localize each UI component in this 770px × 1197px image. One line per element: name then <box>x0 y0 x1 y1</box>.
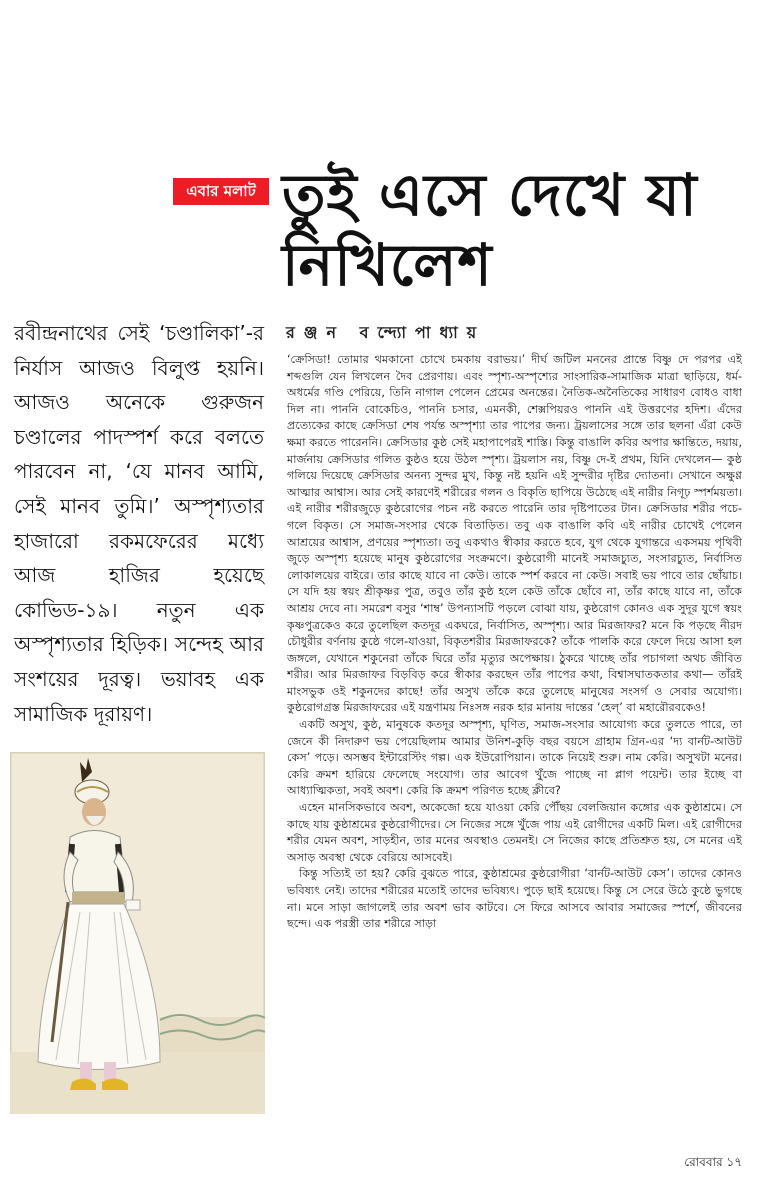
page-footer: রোববার ১৭ <box>684 1155 742 1169</box>
article-body <box>287 352 742 1112</box>
article-paragraph-1: ‘ক্রেসিডা! তোমার থমকানো চোখে চমকায় বরাভয়।’ দীর্ঘ জটিল মননের প্রান্তে বিষ্ণু দে পরপর এই শব্দগুলি যেন লিখলেন দৈব প্রেরণায়। এবং স্পৃশ্য-অস্পৃশ্যের সাংসারিক-সামাজিক মাত্রা ছাড়িয়ে, ধর্ম-অধর্মের গণ্ডি পেরিয়ে, তিনি নাগাল পেলেন প্রেমের অনন্তের। নৈতিক-অনৈতিকের সাধারণ বোধও বাধা দিল না। পাননি বোকেচিও, পাননি চসার, এমনকী, শেক্সপিয়রও পাননি এই উত্তরণের হদিশ। এঁদের প্রত্যেকের কাছে ক্রেসিডা শেষ পর্যন্ত অস্পৃশ্যা তার পাপের জন্য। ট্রয়লাসের সঙ্গে তার ছলনা এঁরা কেউ ক্ষমা করতে পারেননি। ক্রেসিডার কুষ্ঠ সেই মহাপাপেরই শাস্তি। কিন্তু বাঙালি কবির অপার ক্ষান্তিতে, দয়ায়, মার্জনায় ক্রেসিডার গলিত কুষ্ঠও হয়ে উঠল স্পৃশ্য। ট্রয়লাস নয়, বিষ্ণু দে-ই প্রথম, যিনি দেখলেন— কুষ্ঠ গলিয়ে দিয়েছে ক্রেসিডার অনন্য সুন্দর মুখ, কিন্তু নষ্ট হয়নি এই সুন্দরীর দৃষ্টির দ্যোতনা। সেখানে অক্ষুণ্ণ আত্মার আশ্বাস। আর সেই কারণেই শরীরের গলন ও বিকৃতি ছাপিয়ে উঠেছে এই নারীর নিগূঢ় স্পর্শময়তা। এই নারীর শরীরজুড়ে কুষ্ঠরোগের পচন নষ্ট করতে পারেনি তার দৃষ্টিপাতের টান। ক্রেসিডার শরীর পচে-গলে বিকৃত। সে সমাজ-সংসার থেকে বিতাড়িত। তবু এক বাঙালি কবি এই নারীর চোখেই পেলেন আশ্রয়ের আশ্বাস, প্রণয়ের স্পৃশ্যতা। তবু একথাও স্বীকার করতে হবে, যুগ থেকে যুগান্তরে একসময় পৃথিবী জুড়ে অস্পৃশ্য হয়েছে মানুষ কুষ্ঠরোগের সংক্রমণে। কুষ্ঠরোগী মানেই সমাজচ্যুত, সংসারচ্যুত, নির্বাসিত লোকালয়ের বাইরে। তার কাছে যাবে না কেউ। তাকে স্পর্শ করবে না কেউ। সবাই ভয় পাবে তার ছোঁয়াচ। সে যদি হয় স্বয়ং শ্রীকৃষ্ণর পুত্র, তবুও তাঁর কুষ্ঠ হলে কেউ তাঁকে ছোঁবে না, তাঁর কাছে যাবে না, তাঁকে আশ্রয় দেবে না। সমরেশ বসুর ‘শাম্ব’ উপন্যাসটি পড়লে বোঝা যায়, কুষ্ঠরোগ কোনও এক সুদূর যুগে স্বয়ং কৃষ্ণপুত্রকেও করে তুলেছিল কতদূর একঘরে, নির্বাসিত, অস্পৃশ্য। আর মিরজাফর? মনে কি পড়ছে নীরদ চৌধুরীর বর্ণনায় কুষ্ঠে গলে-যাওয়া, বিকৃতশরীর মিরজাফরকে? তাঁকে পালকি করে ফেলে দিয়ে আসা হল জঙ্গলে, যেখানে শকুনেরা তাঁকে ঘিরে তাঁর মৃত্যুর অপেক্ষায়। ঠুকরে খাচ্ছে তাঁর পচাগলা অথচ জীবিত শরীর। আর মিরজাফর বিড়বিড় করে স্বীকার করছেন তাঁর পাপের কথা, বিশ্বাসঘাতকতার কথা— তাঁরই মাংসভুক ওই শকুনদের কাছে! তাঁর অসুখ তাঁকে করে তুলেছে মানুষের সংসর্গ ও সেবার অযোগ্য। কুষ্ঠরোগগ্রস্ত মিরজাফরের এই যন্ত্রণাময় নিঃসঙ্গ নরক হার মানায় দান্তের ‘হেল্’ বা মহারৌরবকেও! <box>287 353 742 715</box>
article-paragraph-3: এহেন মানসিকভাবে অবশ, অকেজো হয়ে যাওয়া কেরি পৌঁছয় বেলজিয়ান কঙ্গোর এক কুষ্ঠাশ্রমে। সে কাছে যায় কুষ্ঠাশ্রমের কুষ্ঠরোগীদের। সে নিজের সঙ্গে খুঁজে পায় এই রোগীদের একটি মিল। এই রোগীদের শরীর যেমন অবশ, সাড়হীন, তার মনের অবস্থাও তেমনই। সে নিজের কাছে প্রতিশ্রুত হয়, সে মনের এই অসাড় অবস্থা থেকে বেরিয়ে আসবেই। <box>287 801 742 864</box>
article-paragraph-4: কিন্তু সত্যিই তা হয়? কেরি বুঝতে পারে, কুষ্ঠাশ্রমের কুষ্ঠরোগীরা ‘বার্নট-আউট কেস’। তাদের কোনও ভবিষ্যৎ নেই। তাদের শরীরের মতোই তাদের ভবিষ্যৎ। পুড়ে ছাই হয়েছে। কিন্তু সে সেরে উঠে কুষ্ঠে ভুগছে না। মনে সাড়া জাগলেই তার অবশ ভাব কাটবে। সে ফিরে আসবে আবার সমাজের স্পর্শে, জীবনের ছন্দে। এক পরস্ত্রী তার শরীরে সাড়া <box>287 867 742 931</box>
headline: তুই এসে দেখে যা নিখিলেশ <box>282 161 698 299</box>
byline: রঞ্জন বন্দ্যোপাধ্যায় <box>286 323 486 342</box>
pullquote: রবীন্দ্রনাথের সেই ‘চণ্ডালিকা’-র নির্যাস আজও বিলুপ্ত হয়নি। আজও অনেকে গুরুজন চণ্ডালের পাদস্পর্শ করে বলতে পারবেন না, ‘যে মানব আমি, সেই মানব তুমি।’ অস্পৃশ্যতার হাজারো রকমফেরের মধ্যে আজ হাজির হয়েছে কোভিড-১৯। নতুন এক অস্পৃশ্যতার হিড়িক। সন্দেহ আর সংশয়ের দূরত্ব। ভয়াবহ এক সামাজিক দূরায়ণ। <box>14 321 264 726</box>
portrait-illustration <box>10 752 265 1114</box>
mughal-portrait-image <box>10 752 265 1114</box>
section-label: এবার মলাট <box>173 178 269 205</box>
article-paragraph-2: একটি অসুখ, কুষ্ঠ, মানুষকে কতদূর অস্পৃশ্য, ঘৃণিত, সমাজ-সংসার আযোগ্য করে তুলতে পারে, তা জেনে কী নিদারুণ ভয় পেয়েছিলাম আমার উনিশ-কুড়ি বছর বয়সে গ্রাহাম গ্রিন-এর ‘দ্য বার্নট-আউট কেস’ পড়ে। অসম্ভব ইন্টারেস্টিং গল্প। এক ইউরোপিয়ান। তাকে নিয়েই শুরু। নাম কেরি। অসুখটা মনের। কেরি ক্রমশ হারিয়ে ফেলেছে সংযোগ। তার আবেগ খুঁজে পাচ্ছে না প্লাগ পয়েন্ট। তার ইচ্ছে বা আধ্যাত্মিকতা, সবই অবশ। কেরি কি ক্রমশ পরিণত হচ্ছে ক্লীবে? <box>287 718 742 798</box>
